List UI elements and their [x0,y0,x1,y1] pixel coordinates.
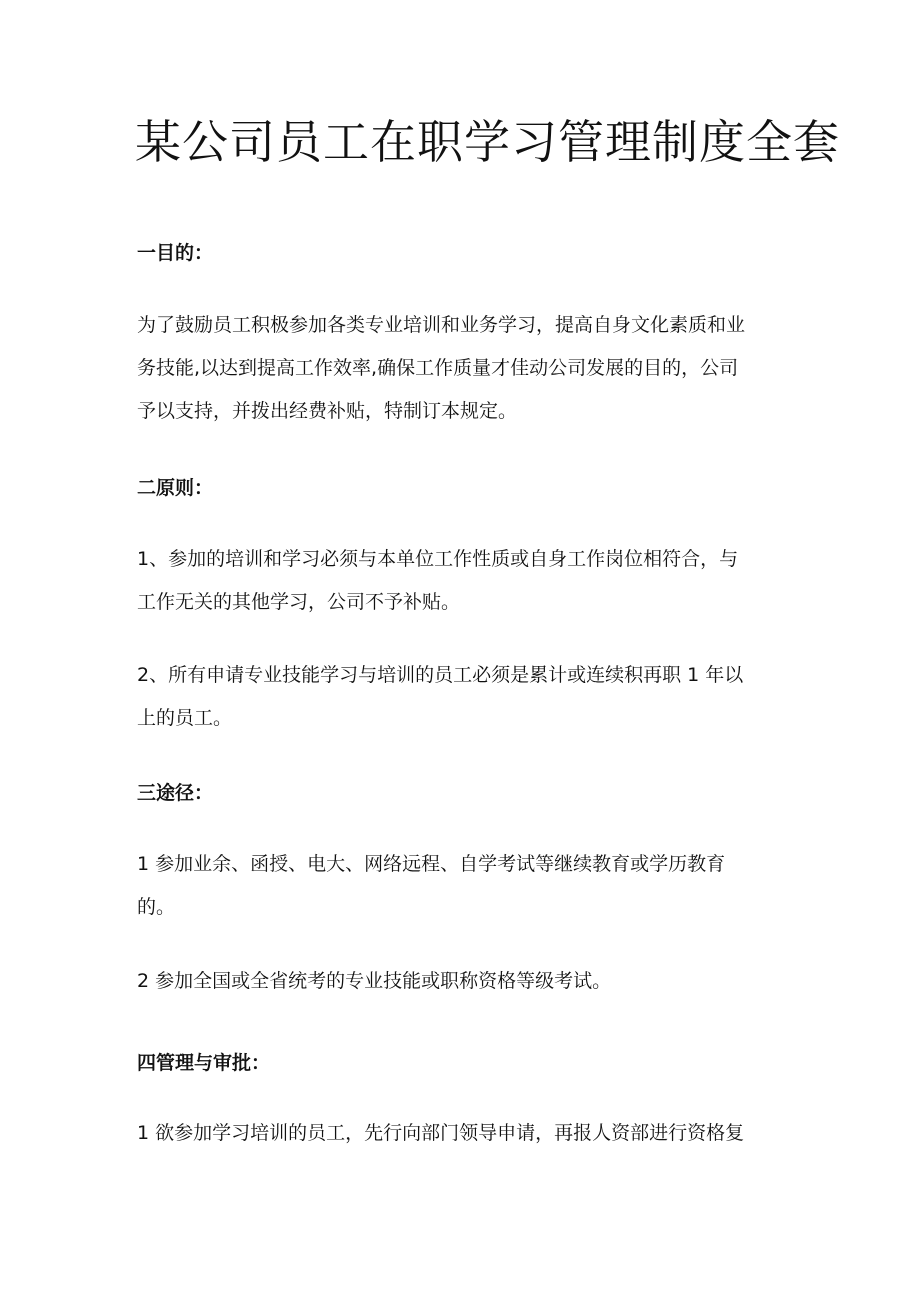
paragraph-line: 1、参加的培训和学习必须与本单位工作性质或自身工作岗位相符合，与 [137,548,739,570]
section-heading-management: 四管理与审批： [137,1052,271,1074]
section-heading-channels: 三途径： [137,782,214,804]
paragraph-line: 2 参加全国或全省统考的专业技能或职称资格等级考试。 [137,970,612,992]
paragraph-line: 工作无关的其他学习，公司不予补贴。 [137,591,461,613]
paragraph-management-1 [137,1112,793,1155]
paragraph-line: 2、所有申请专业技能学习与培训的员工必须是累计或连续积再职 1 年以 [137,664,744,686]
document-title: 某公司员工在职学习管理制度全套 [135,115,840,169]
paragraph-channel-2 [137,960,793,1003]
paragraph-line: 1 参加业余、函授、电大、网络远程、自学考试等继续教育或学历教育 [137,853,726,875]
paragraph-line: 为了鼓励员工积极参加各类专业培训和业务学习，提高自身文化素质和业 [137,314,746,336]
section-heading-purpose: 一目的： [137,242,214,264]
paragraph-line: 务技能,以达到提高工作效率,确保工作质量才佳动公司发展的目的，公司 [137,357,739,379]
paragraph-line: 1 欲参加学习培训的员工，先行向部门领导申请，再报人资部进行资格复 [137,1122,745,1144]
paragraph-line: 予以支持，并拨出经费补贴，特制订本规定。 [137,400,518,422]
paragraph-channel-1 [137,843,793,929]
section-heading-principles: 二原则： [137,477,214,499]
paragraph-principle-1 [137,538,793,624]
paragraph-line: 的。 [137,896,176,918]
paragraph-line: 上的员工。 [137,707,233,729]
paragraph-purpose [137,304,793,433]
paragraph-principle-2 [137,654,793,740]
